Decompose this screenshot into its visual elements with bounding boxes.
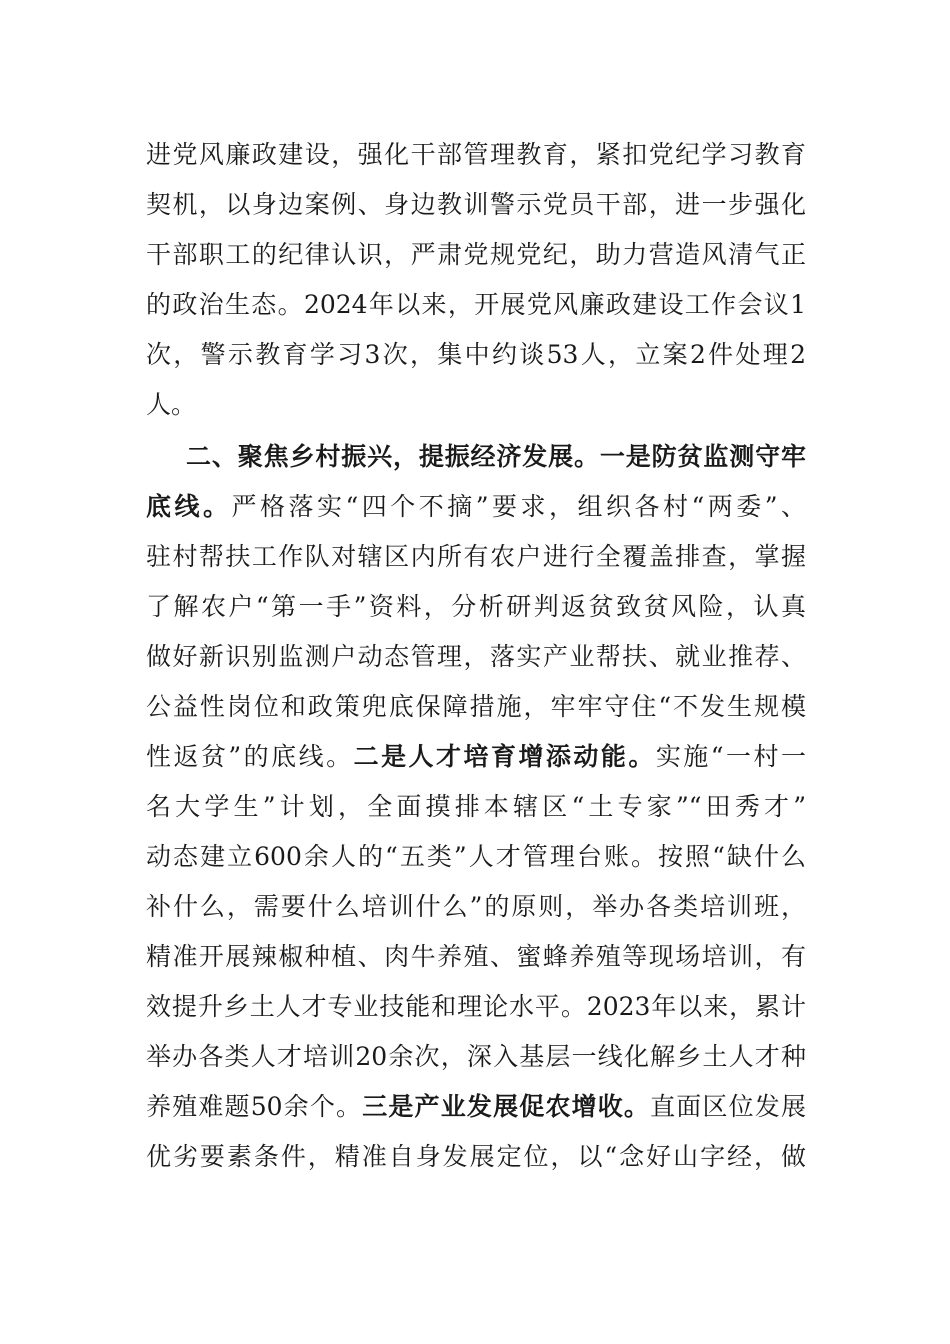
- paragraph-1: [146, 130, 806, 430]
- body-text: 性返贫”的底线。: [146, 742, 354, 771]
- text-line: 效提升乡土人才专业技能和理论水平。2023年以来，累计: [146, 992, 806, 1021]
- text-line: 的政治生态。2024年以来，开展党风廉政建设工作会议1: [146, 290, 806, 319]
- text-line: 补什么，需要什么培训什么”的原则，举办各类培训班，: [146, 892, 806, 921]
- subheading-text: 二是人才培育增添动能。: [353, 742, 656, 771]
- text-line: 进党风廉政建设，强化干部管理教育，紧扣党纪学习教育: [146, 140, 806, 169]
- text-line: 做好新识别监测户动态管理，落实产业帮扶、就业推荐、: [146, 642, 806, 671]
- text-line: 动态建立600余人的“五类”人才管理台账。按照“缺什么: [146, 842, 806, 871]
- text-line: [146, 732, 806, 782]
- body-text: 直面区位发展: [650, 1092, 806, 1121]
- text-line: 了解农户“第一手”资料，分析研判返贫致贫风险，认真: [146, 592, 806, 621]
- text-line: 优劣要素条件，精准自身发展定位，以“念好山字经，做: [146, 1142, 806, 1171]
- text-line: 公益性岗位和政策兜底保障措施，牢牢守住“不发生规模: [146, 692, 806, 721]
- subheading-text: 底线。: [146, 492, 232, 521]
- section-heading-line: 二、聚焦乡村振兴，提振经济发展。一是防贫监测守牢: [186, 442, 806, 471]
- body-text: 严格落实“四个不摘”要求，组织各村“两委”、: [231, 492, 806, 521]
- text-line: 驻村帮扶工作队对辖区内所有农户进行全覆盖排查，掌握: [146, 542, 806, 571]
- subheading-text: 三是产业发展促农增收。: [362, 1092, 651, 1121]
- text-line: 名大学生”计划，全面摸排本辖区“土专家”“田秀才”: [146, 792, 806, 821]
- text-line: 干部职工的纪律认识，严肃党规党纪，助力营造风清气正: [146, 240, 806, 269]
- text-line: 人。: [146, 390, 197, 419]
- paragraph-2: [146, 432, 806, 1182]
- text-line: 次，警示教育学习3次，集中约谈53人，立案2件处理2: [146, 340, 806, 369]
- text-line: [146, 482, 806, 532]
- text-line: 举办各类人才培训20余次，深入基层一线化解乡土人才种: [146, 1042, 806, 1071]
- document-body: [146, 130, 806, 1182]
- text-line: 精准开展辣椒种植、肉牛养殖、蜜蜂养殖等现场培训，有: [146, 942, 806, 971]
- body-text: 实施“一村一: [655, 742, 806, 771]
- body-text: 养殖难题50余个。: [146, 1092, 363, 1121]
- text-line: [146, 1082, 806, 1132]
- text-line: 契机，以身边案例、身边教训警示党员干部，进一步强化: [146, 190, 806, 219]
